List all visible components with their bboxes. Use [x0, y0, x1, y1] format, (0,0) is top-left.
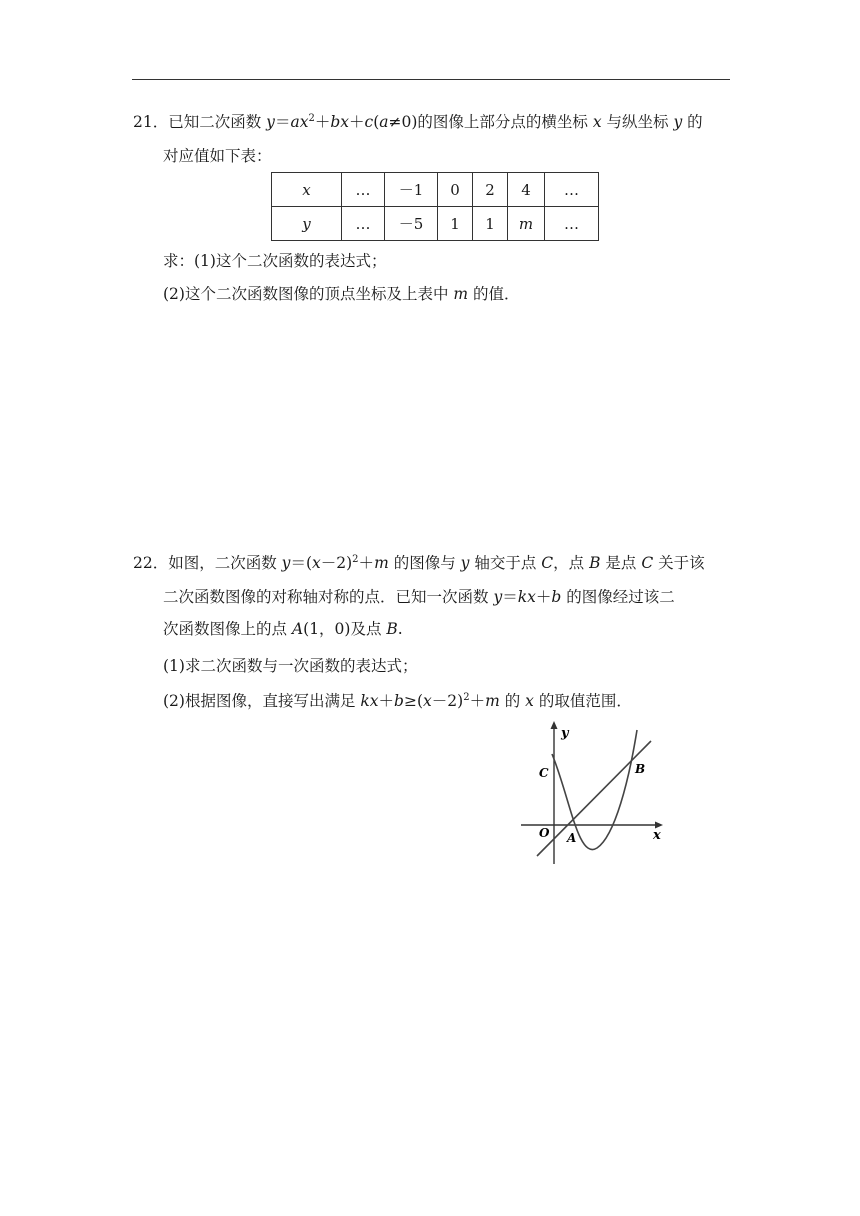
label-x: x	[653, 828, 661, 843]
q22-part-2: (2)根据图像，直接写出满足 $kx+b\ge(x-2)^2+m$ 的 x 的取值范围．	[163, 692, 632, 710]
table-cell: 1	[473, 207, 508, 241]
q22-line-1: 22．如图，二次函数 $y=(x-2)^2+m$ 的图像与 y 轴交于点 C，点 B 是点 C 关于该	[133, 554, 705, 572]
table-cell: …	[342, 207, 385, 241]
q21-line-1: 21．已知二次函数 $y=ax^2+bx+c(a\ne 0)$的图像上部分点的横坐标 x 与纵坐标 y 的	[133, 113, 703, 131]
label-A: A	[567, 831, 577, 845]
table-cell: 4	[508, 173, 545, 207]
q21-part-2: (2)这个二次函数图像的顶点坐标及上表中 m 的值．	[163, 285, 520, 303]
table-cell: －1	[385, 173, 438, 207]
table-cell: …	[342, 173, 385, 207]
q22-line-2: 二次函数图像的对称轴对称的点．已知一次函数 y＝kx＋b 的图像经过该二	[163, 588, 675, 606]
table-row-y	[272, 207, 599, 241]
label-y: y	[561, 726, 569, 741]
header-rule	[132, 79, 730, 80]
table-cell: …	[545, 173, 599, 207]
q22-part-1: (1)求二次函数与一次函数的表达式；	[163, 657, 418, 675]
label-C: C	[539, 766, 549, 780]
table-cell: －5	[385, 207, 438, 241]
q21-part-1: 求：(1)这个二次函数的表达式；	[163, 252, 387, 270]
q22-line-3: 次函数图像上的点 A(1，0)及点 B.	[163, 620, 403, 638]
graph-figure	[515, 718, 675, 868]
table-cell: x	[272, 173, 342, 207]
label-B: B	[635, 762, 646, 776]
table-row-x	[272, 173, 599, 207]
label-O: O	[539, 826, 550, 840]
table-cell: 1	[438, 207, 473, 241]
table-cell: y	[272, 207, 342, 241]
y-axis-arrow	[551, 721, 558, 729]
table-cell: 0	[438, 173, 473, 207]
table-cell: 2	[473, 173, 508, 207]
parabola-curve	[552, 730, 637, 850]
table-cell: m	[508, 207, 545, 241]
value-table	[271, 172, 599, 241]
q21-line-2: 对应值如下表：	[163, 147, 272, 165]
table-cell: …	[545, 207, 599, 241]
